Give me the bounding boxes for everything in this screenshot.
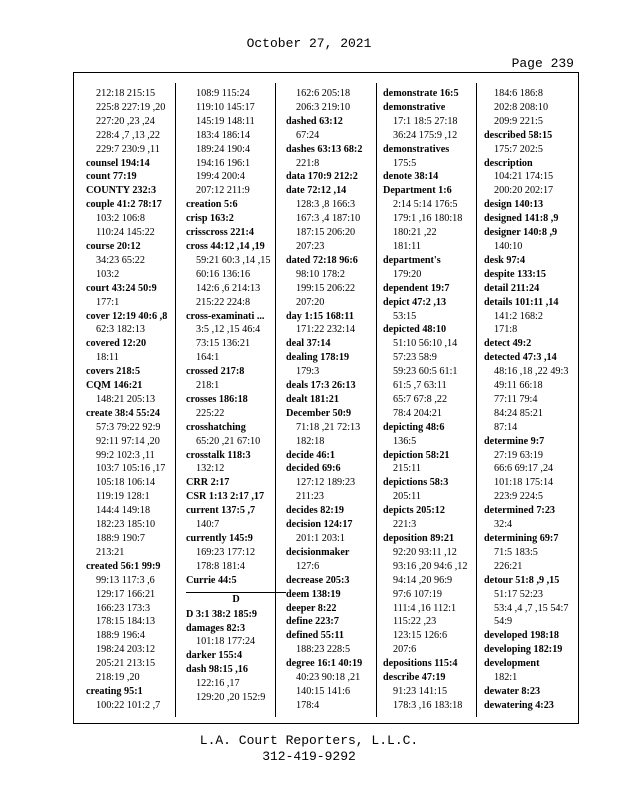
index-headword: course 20:12 [86, 240, 141, 252]
index-headword: developed 198:18 [484, 630, 559, 642]
index-reference: 129:17 166:21 [96, 588, 156, 600]
index-reference: 53:15 [393, 310, 417, 322]
index-reference: 57:3 79:22 92:9 [96, 421, 161, 433]
index-reference: 87:14 [494, 421, 518, 433]
index-headword: court 43:24 50:9 [86, 282, 157, 294]
index-reference: 99:13 117:3 ,6 [96, 574, 155, 586]
index-headword: designer 140:8 ,9 [484, 227, 558, 239]
index-reference: 77:11 79:4 [494, 393, 538, 405]
index-headword: decisionmaker [286, 546, 350, 558]
index-headword: description [484, 157, 533, 169]
footer-phone: 312-419-9292 [262, 749, 356, 764]
index-reference: 188:23 228:5 [296, 644, 351, 656]
index-reference: 128:3 ,8 166:3 [296, 199, 356, 211]
index-headword: deals 17:3 26:13 [286, 380, 356, 392]
index-column-4 [383, 87, 483, 713]
index-reference: 34:23 65:22 [96, 254, 145, 266]
index-reference: 84:24 85:21 [494, 407, 543, 419]
index-reference: 98:10 178:2 [296, 268, 345, 280]
index-headword: depict 47:2 ,13 [383, 296, 447, 308]
index-headword: degree 16:1 40:19 [286, 658, 363, 670]
index-reference: 111:4 ,16 112:1 [393, 602, 457, 614]
index-reference: 59:23 60:5 61:1 [393, 366, 458, 378]
index-headword: detected 47:3 ,14 [484, 352, 557, 364]
index-reference: 178:15 184:13 [96, 616, 156, 628]
index-reference: 18:11 [96, 352, 119, 364]
index-headword: dealing 178:19 [286, 352, 350, 364]
index-reference: 136:5 [393, 435, 417, 447]
index-reference: 145:19 148:11 [196, 115, 255, 127]
index-headword: created 56:1 99:9 [86, 560, 161, 572]
index-reference: 169:23 177:12 [196, 546, 256, 558]
index-reference: 213:21 [96, 546, 125, 558]
index-headword: couple 41:2 78:17 [86, 199, 162, 211]
footer-company: L.A. Court Reporters, L.L.C. [199, 733, 419, 748]
index-headword: D 3:1 38:2 185:9 [186, 608, 258, 620]
index-reference: 140:15 141:6 [296, 685, 351, 697]
index-reference: 227:20 ,23 ,24 [96, 115, 155, 127]
index-reference: 218:19 ,20 [96, 672, 140, 684]
index-reference: 215:22 224:8 [196, 296, 251, 308]
index-reference: 206:3 219:10 [296, 101, 351, 113]
index-headword: crisp 163:2 [186, 213, 234, 225]
index-reference: 207:23 [296, 240, 325, 252]
index-reference: 148:21 205:13 [96, 393, 156, 405]
index-reference: 179:20 [393, 268, 422, 280]
index-headword: date 72:12 ,14 [286, 185, 347, 197]
index-reference: 92:20 93:11 ,12 [393, 546, 457, 558]
index-headword: defined 55:11 [286, 630, 345, 642]
index-reference: 71:18 ,21 72:13 [296, 421, 361, 433]
index-reference: 207:20 [296, 296, 325, 308]
index-reference: 100:22 101:2 ,7 [96, 699, 161, 711]
index-reference: 164:1 [196, 352, 220, 364]
index-headword: deeper 8:22 [286, 602, 337, 614]
index-headword: dated 72:18 96:6 [286, 254, 358, 266]
index-reference: 3:5 ,12 ,15 46:4 [196, 324, 261, 336]
index-headword: creation 5:6 [186, 199, 238, 211]
index-reference: 229:7 230:9 ,11 [96, 143, 160, 155]
index-reference: 198:24 203:12 [96, 644, 156, 656]
index-headword: dewater 8:23 [484, 685, 541, 697]
index-headword: dewatering 4:23 [484, 699, 554, 711]
index-reference: 188:9 190:7 [96, 533, 145, 544]
index-reference: 175:5 [393, 157, 417, 169]
index-reference: 184:6 186:8 [494, 88, 543, 99]
index-reference: 194:16 196:1 [196, 157, 251, 169]
index-headword: dash 98:15 ,16 [186, 664, 248, 676]
index-headword: count 77:19 [86, 171, 137, 183]
index-headword: determined 7:23 [484, 505, 556, 517]
index-reference: 36:24 175:9 ,12 [393, 129, 458, 141]
index-column-1 [86, 87, 186, 713]
index-reference: 178:8 181:4 [196, 560, 245, 572]
section-letter: D [186, 592, 286, 606]
index-frame [73, 72, 579, 724]
index-headword: demonstrate 16:5 [383, 88, 459, 99]
index-reference: 225:8 227:19 ,20 [96, 101, 166, 113]
index-reference: 226:21 [494, 560, 523, 572]
index-headword: depictions 58:3 [383, 477, 449, 489]
index-headword: define 223:7 [286, 616, 339, 628]
index-reference: 205:11 [393, 491, 421, 503]
index-reference: 2:14 5:14 176:5 [393, 199, 458, 211]
index-headword: detail 211:24 [484, 282, 540, 294]
index-headword: department's [383, 254, 441, 266]
index-headword: decrease 205:3 [286, 574, 350, 586]
index-reference: 225:22 [196, 407, 225, 419]
index-reference: 209:9 221:5 [494, 115, 543, 127]
index-reference: 65:20 ,21 67:10 [196, 435, 261, 447]
index-headword: decide 46:1 [286, 449, 335, 461]
index-reference: 101:18 177:24 [196, 636, 256, 648]
index-reference: 182:23 185:10 [96, 519, 156, 531]
index-headword: dashed 63:12 [286, 115, 343, 127]
index-headword: damages 82:3 [186, 622, 246, 634]
column-divider [376, 83, 377, 717]
index-headword: denote 38:14 [383, 171, 439, 183]
index-headword: depositions 115:4 [383, 658, 458, 670]
index-headword: determine 9:7 [484, 435, 545, 447]
index-reference: 171:22 232:14 [296, 324, 356, 336]
index-headword: design 140:13 [484, 199, 544, 211]
index-headword: depicted 48:10 [383, 324, 447, 336]
index-reference: 122:16 ,17 [196, 678, 240, 690]
index-reference: 123:15 126:6 [393, 630, 448, 642]
page-date: October 27, 2021 [246, 36, 372, 51]
index-reference: 91:23 141:15 [393, 685, 448, 697]
index-headword: currently 145:9 [186, 533, 253, 544]
index-reference: 180:21 ,22 [393, 227, 437, 239]
index-headword: demonstrative [383, 101, 446, 113]
index-reference: 132:12 [196, 463, 225, 475]
index-reference: 182:1 [494, 672, 518, 684]
index-headword: covered 12:20 [86, 338, 147, 350]
index-headword: CSR 1:13 2:17 ,17 [186, 491, 265, 503]
index-reference: 48:16 ,18 ,22 49:3 [494, 366, 569, 378]
index-headword: deposition 89:21 [383, 533, 455, 544]
index-reference: 142:6 ,6 214:13 [196, 282, 261, 294]
index-reference: 167:3 ,4 187:10 [296, 213, 361, 225]
index-reference: 127:12 189:23 [296, 477, 356, 489]
index-headword: covers 218:5 [86, 366, 141, 378]
index-reference: 182:18 [296, 435, 325, 447]
index-reference: 207:12 211:9 [196, 185, 250, 197]
index-headword: CQM 146:21 [86, 380, 143, 392]
index-headword: describe 47:19 [383, 672, 446, 684]
index-reference: 73:15 136:21 [196, 338, 251, 350]
index-reference: 93:16 ,20 94:6 ,12 [393, 560, 468, 572]
index-reference: 179:3 [296, 366, 320, 378]
index-reference: 140:10 [494, 240, 523, 252]
index-reference: 199:4 200:4 [196, 171, 245, 183]
index-headword: COUNTY 232:3 [86, 185, 157, 197]
index-reference: 179:1 ,16 180:18 [393, 213, 463, 225]
index-reference: 183:4 186:14 [196, 129, 251, 141]
index-reference: 200:20 202:17 [494, 185, 554, 197]
index-headword: developing 182:19 [484, 644, 563, 656]
index-reference: 92:11 97:14 ,20 [96, 435, 160, 447]
index-reference: 54:9 [494, 616, 513, 628]
index-headword: December 50:9 [286, 407, 352, 419]
index-headword: Department 1:6 [383, 185, 452, 197]
index-reference: 66:6 69:17 ,24 [494, 463, 554, 475]
index-reference: 115:22 ,23 [393, 616, 437, 628]
index-headword: cover 12:19 40:6 ,8 [86, 310, 168, 322]
index-reference: 187:15 206:20 [296, 227, 356, 239]
index-reference: 99:2 102:3 ,11 [96, 449, 155, 461]
index-headword: data 170:9 212:2 [286, 171, 358, 183]
index-headword: counsel 194:14 [86, 157, 150, 169]
index-headword: crosses 186:18 [186, 393, 248, 405]
index-reference: 178:3 ,16 183:18 [393, 699, 463, 711]
index-reference: 51:10 56:10 ,14 [393, 338, 458, 350]
index-reference: 62:3 182:13 [96, 324, 145, 336]
index-reference: 129:20 ,20 152:9 [196, 692, 266, 704]
index-headword: deem 138:19 [286, 588, 341, 600]
index-headword: Currie 44:5 [186, 574, 237, 586]
column-divider [275, 83, 276, 717]
index-headword: decides 82:19 [286, 505, 345, 517]
index-reference: 53:4 ,4 ,7 ,15 54:7 [494, 602, 569, 614]
index-reference: 49:11 66:18 [494, 380, 543, 392]
index-reference: 97:6 107:19 [393, 588, 442, 600]
index-headword: CRR 2:17 [186, 477, 230, 489]
index-reference: 51:17 52:23 [494, 588, 543, 600]
index-headword: crisscross 221:4 [186, 227, 254, 239]
index-reference: 189:24 190:4 [196, 143, 251, 155]
index-reference: 202:8 208:10 [494, 101, 549, 113]
index-reference: 166:23 173:3 [96, 602, 151, 614]
index-headword: creating 95:1 [86, 685, 143, 697]
index-reference: 67:24 [296, 129, 320, 141]
index-reference: 110:24 145:22 [96, 227, 155, 239]
index-reference: 105:18 106:14 [96, 477, 156, 489]
index-reference: 108:9 115:24 [196, 88, 250, 99]
index-reference: 140:7 [196, 519, 220, 531]
index-reference: 119:10 145:17 [196, 101, 255, 113]
index-reference: 177:1 [96, 296, 120, 308]
index-reference: 40:23 90:18 ,21 [296, 672, 361, 684]
index-headword: crosstalk 118:3 [186, 449, 251, 461]
index-reference: 205:21 213:15 [96, 658, 156, 670]
index-reference: 103:2 [96, 268, 120, 280]
index-reference: 104:21 174:15 [494, 171, 554, 183]
index-headword: development [484, 658, 540, 670]
index-headword: designed 141:8 ,9 [484, 213, 559, 225]
index-reference: 127:6 [296, 560, 320, 572]
index-reference: 103:7 105:16 ,17 [96, 463, 166, 475]
index-headword: dashes 63:13 68:2 [286, 143, 363, 155]
index-headword: determining 69:7 [484, 533, 559, 544]
index-headword: crossed 217:8 [186, 366, 245, 378]
index-reference: 215:11 [393, 463, 421, 475]
index-headword: darker 155:4 [186, 650, 243, 662]
index-reference: 218:1 [196, 380, 220, 392]
index-reference: 199:15 206:22 [296, 282, 356, 294]
index-headword: current 137:5 ,7 [186, 505, 256, 517]
index-reference: 94:14 ,20 96:9 [393, 574, 453, 586]
index-headword: described 58:15 [484, 129, 553, 141]
index-headword: demonstratives [383, 143, 450, 155]
index-reference: 175:7 202:5 [494, 143, 543, 155]
index-reference: 32:4 [494, 519, 513, 531]
index-reference: 223:9 224:5 [494, 491, 543, 503]
index-headword: decided 69:6 [286, 463, 341, 475]
index-reference: 171:8 [494, 324, 518, 336]
index-reference: 119:19 128:1 [96, 491, 150, 503]
index-reference: 162:6 205:18 [296, 88, 351, 99]
index-headword: dealt 181:21 [286, 393, 339, 405]
index-reference: 201:1 203:1 [296, 533, 345, 544]
index-headword: create 38:4 55:24 [86, 407, 160, 419]
index-reference: 101:18 175:14 [494, 477, 554, 489]
index-reference: 221:3 [393, 519, 417, 531]
column-divider [476, 83, 477, 717]
index-reference: 57:23 58:9 [393, 352, 437, 364]
index-reference: 212:18 215:15 [96, 88, 156, 99]
index-reference: 61:5 ,7 63:11 [393, 380, 447, 392]
index-reference: 27:19 63:19 [494, 449, 543, 461]
index-reference: 65:7 67:8 ,22 [393, 393, 448, 405]
index-headword: crosshatching [186, 421, 246, 433]
index-reference: 144:4 149:18 [96, 505, 151, 517]
index-headword: desk 97:4 [484, 254, 526, 266]
index-reference: 221:8 [296, 157, 320, 169]
index-reference: 71:5 183:5 [494, 546, 538, 558]
index-reference: 211:23 [296, 491, 324, 503]
index-headword: depicts 205:12 [383, 505, 445, 517]
index-reference: 59:21 60:3 ,14 ,15 [196, 254, 271, 266]
index-headword: despite 133:15 [484, 268, 546, 280]
index-column-3 [286, 87, 386, 713]
index-headword: decision 124:17 [286, 519, 353, 531]
index-headword: cross-examinati ... [186, 310, 265, 322]
index-reference: 188:9 196:4 [96, 630, 145, 642]
index-reference: 178:4 [296, 699, 320, 711]
index-headword: detour 51:8 ,9 ,15 [484, 574, 560, 586]
index-reference: 181:11 [393, 240, 421, 252]
index-reference: 141:2 168:2 [494, 310, 543, 322]
page-number: Page 239 [511, 56, 574, 71]
index-reference: 17:1 18:5 27:18 [393, 115, 458, 127]
index-headword: depiction 58:21 [383, 449, 450, 461]
index-headword: deal 37:14 [286, 338, 331, 350]
index-column-5 [484, 87, 584, 713]
index-headword: dependent 19:7 [383, 282, 450, 294]
index-headword: cross 44:12 ,14 ,19 [186, 240, 265, 252]
index-headword: depicting 48:6 [383, 421, 445, 433]
index-reference: 207:6 [393, 644, 417, 656]
index-reference: 103:2 106:8 [96, 213, 145, 225]
index-reference: 78:4 204:21 [393, 407, 442, 419]
index-headword: detect 49:2 [484, 338, 532, 350]
column-divider [175, 83, 176, 717]
index-column-2 [186, 87, 286, 705]
index-reference: 228:4 ,7 ,13 ,22 [96, 129, 160, 141]
index-headword: day 1:15 168:11 [286, 310, 354, 322]
index-headword: details 101:11 ,14 [484, 296, 559, 308]
index-reference: 60:16 136:16 [196, 268, 251, 280]
